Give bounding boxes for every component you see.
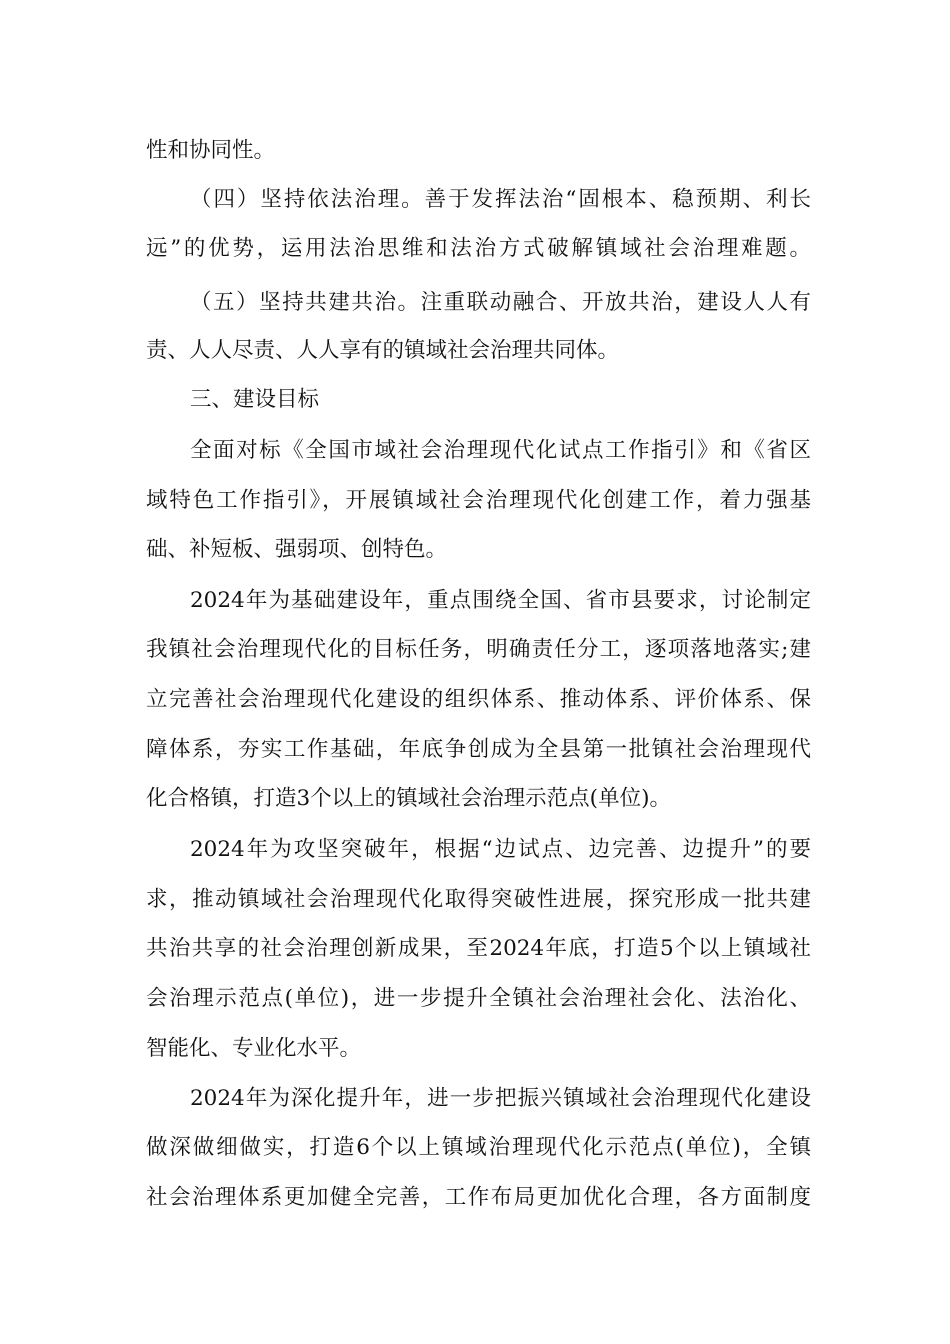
text-line: 2024年为深化提升年，进一步把振兴镇域社会治理现代化建设 (190, 1086, 811, 1111)
text-line: 社会治理体系更加健全完善，工作布局更加优化合理，各方面制度 (146, 1185, 811, 1210)
text-line: 2024年为基础建设年，重点围绕全国、省市县要求，讨论制定 (190, 588, 811, 613)
text-line: 域特色工作指引》，开展镇域社会治理现代化创建工作，着力强基 (146, 488, 811, 513)
text-line: 障体系，夯实工作基础，年底争创成为全县第一批镇社会治理现代 (146, 737, 811, 762)
text-line: 求，推动镇域社会治理现代化取得突破性进展，探究形成一批共建 (146, 887, 811, 912)
text-line: 我镇社会治理现代化的目标任务，明确责任分工，逐项落地落实;建 (146, 637, 811, 662)
text-line: 做深做细做实，打造6个以上镇域治理现代化示范点(单位)，全镇 (146, 1135, 811, 1160)
text-line: 立完善社会治理现代化建设的组织体系、推动体系、评价体系、保 (146, 687, 811, 712)
text-line: 2024年为攻坚突破年，根据“边试点、边完善、边提升”的要 (190, 837, 811, 862)
text-line: 远”的优势，运用法治思维和法治方式破解镇域社会治理难题。 (146, 236, 811, 261)
text-line: 全面对标《全国市域社会治理现代化试点工作指引》和《省区 (190, 438, 811, 463)
text-line: 共治共享的社会治理创新成果，至2024年底，打造5个以上镇域社 (146, 936, 811, 961)
text-line: 责、人人尽责、人人享有的镇域社会治理共同体。 (146, 338, 620, 363)
section-heading: 三、建设目标 (190, 387, 320, 412)
text-line: 础、补短板、强弱项、创特色。 (146, 537, 448, 562)
text-line: 智能化、专业化水平。 (146, 1036, 362, 1061)
text-line: 会治理示范点(单位)，进一步提升全镇社会治理社会化、法治化、 (146, 986, 811, 1011)
text-line: 性和协同性。 (146, 138, 276, 163)
text-line: （四）坚持依法治理。善于发挥法治“固根本、稳预期、利长 (190, 187, 811, 212)
text-line: 化合格镇，打造3个以上的镇域社会治理示范点(单位)。 (146, 786, 671, 811)
text-line: （五）坚持共建共治。注重联动融合、开放共治，建设人人有 (190, 290, 811, 315)
